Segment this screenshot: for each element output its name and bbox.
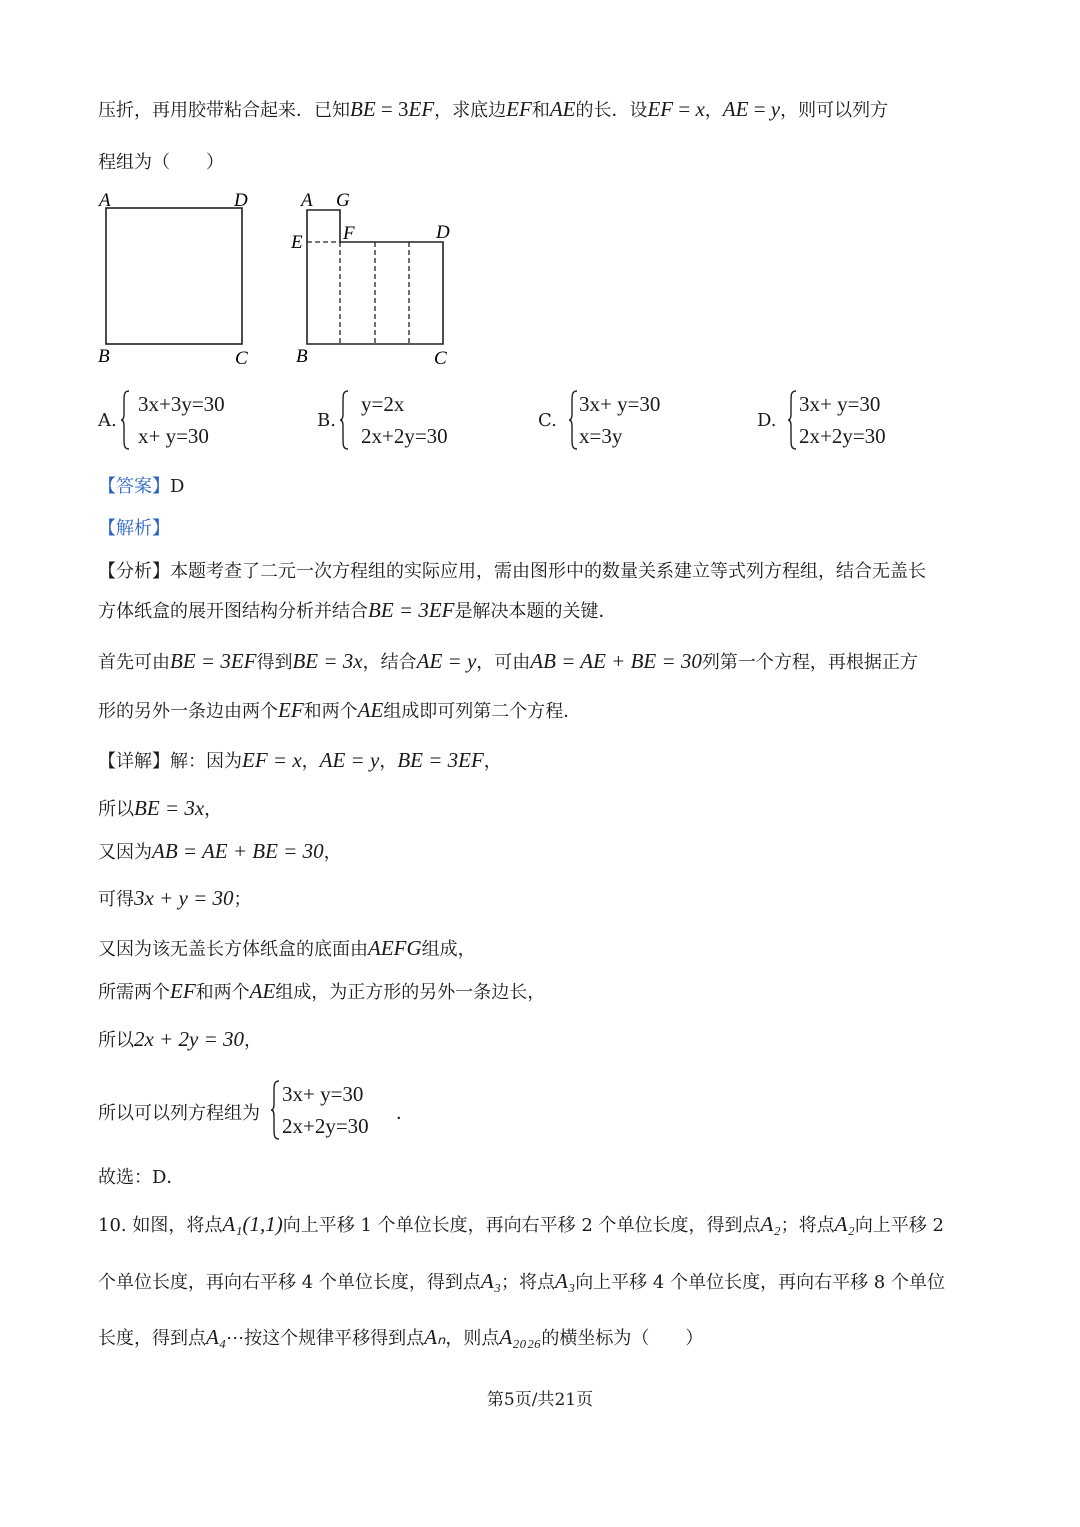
label-A: A [99,190,111,211]
option-d[interactable]: D. 3x+ y=30 2x+2y=30 [757,392,886,448]
problem10-line3: 长度，得到点A₄⋯按这个规律平移得到点Aₙ，则点A₂₀₂₆的横坐标为（ ） [98,1325,704,1349]
answer-line [98,472,184,498]
detail-line1: 【详解】解：因为EF = x，AE = y，BE = 3EF， [98,748,502,772]
figure-folded-net [288,188,463,373]
problem10-line1: 10. 如图，将点A₁(1,1)向上平移 1 个单位长度，再向右平移 2 个单位长度，得到点A₂；将点A₂向上平移 2 [98,1212,944,1236]
fenxi-line3: 首先可由BE = 3EF得到BE = 3x，结合AE = y，可由AB = AE + BE = 30列第一个方程，再根据正方 [98,649,918,673]
problem9-line2: 程组为（ ） [98,152,224,173]
brace-icon [568,390,578,450]
brace-icon [339,390,349,450]
label-C: C [434,348,447,369]
label-B: B [296,346,308,367]
fenxi-line1: 【分析】本题考查了二元一次方程组的实际应用，需由图形中的数量关系建立等式列方程组，结合无盖长 [98,561,926,582]
figure-square [95,188,265,373]
label-D: D [234,190,248,211]
analysis-tag: 【解析】 [98,518,170,539]
label-F: F [343,223,355,244]
label-B: B [98,346,110,367]
detail-line5: 又因为该无盖长方体纸盒的底面由AEFG组成， [98,936,476,960]
answer-value: D [170,476,185,497]
label-C: C [235,348,248,369]
square-outline [106,208,242,344]
brace-icon [787,390,797,450]
detail-line6: 所需两个EF和两个AE组成，为正方形的另外一条边长， [98,979,546,1003]
problem10-line2: 个单位长度，再向右平移 4 个单位长度，得到点A₃；将点A₃向上平移 4 个单位长度，再向右平移 8 个单位 [98,1269,945,1293]
option-c[interactable]: C. 3x+ y=30 x=3y [538,392,661,448]
fenxi-line2: 方体纸盒的展开图结构分析并结合BE = 3EF是解决本题的关键． [98,598,617,622]
answer-tag: 【答案】 [98,476,170,497]
detail-line2: 所以BE = 3x， [98,796,223,820]
label-E: E [291,232,303,253]
label-G: G [336,190,350,211]
detail-line9: 故选：D． [98,1167,185,1188]
page-footer: 第5页/共21页 [486,1390,594,1410]
option-a[interactable]: A. 3x+3y=30 x+ y=30 [98,392,225,448]
fenxi-line4: 形的另外一条边由两个EF和两个AE组成即可列第二个方程． [98,698,582,722]
detail-line3: 又因为AB = AE + BE = 30， [98,839,342,863]
label-A: A [301,190,313,211]
option-b[interactable]: B. y=2x 2x+2y=30 [317,392,448,448]
detail-line4: 可得3x + y = 30； [98,886,252,910]
detail-line7: 所以2x + 2y = 30， [98,1027,262,1051]
label-D: D [436,222,450,243]
problem9-line1: 压折，再用胶带粘合起来．已知BE = 3EF，求底边EF和AE的长．设EF = x，AE = y，则可以列方 [98,97,889,121]
brace-icon [270,1080,280,1140]
brace-icon [120,390,130,450]
